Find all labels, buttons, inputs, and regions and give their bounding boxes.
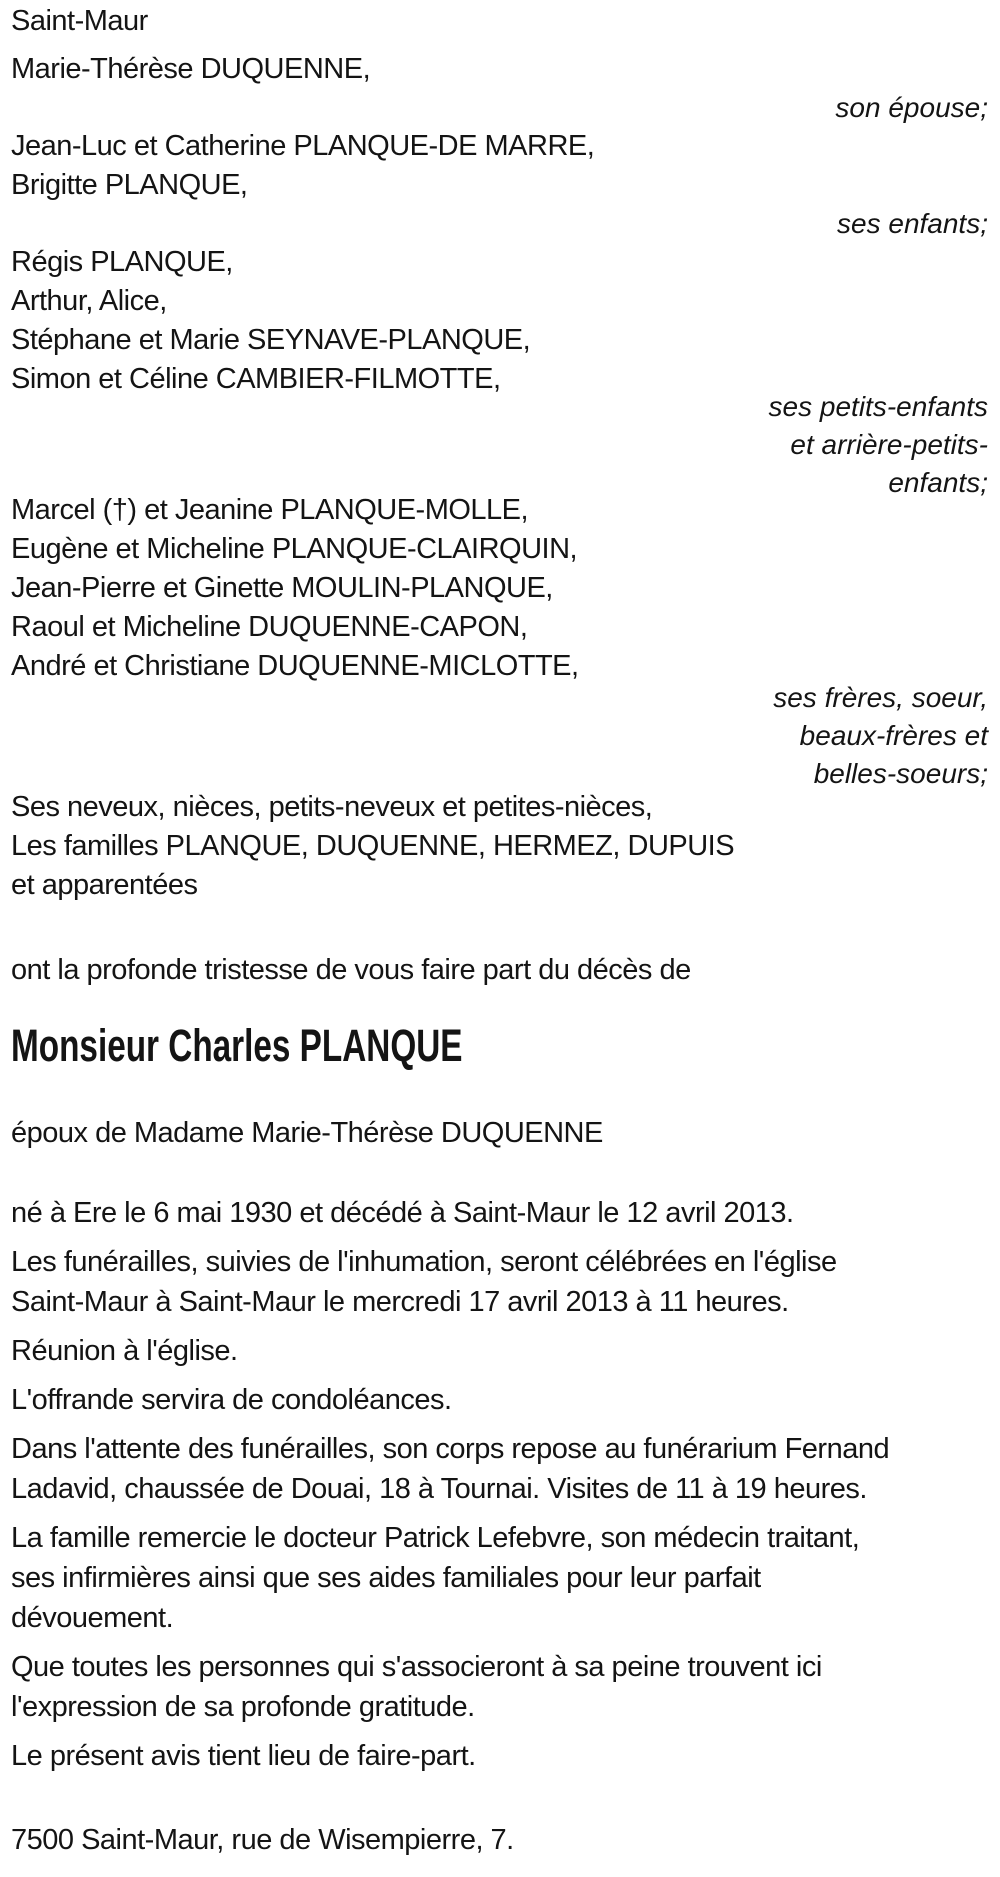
family-names-spouse: [11, 50, 988, 89]
paragraph-line: dévouement.: [11, 1602, 174, 1634]
family-group-extended: [11, 788, 988, 905]
paragraph-line: ses infirmières ainsi que ses aides familiales pour leur parfait: [11, 1562, 761, 1594]
family-name-line: Ses neveux, nièces, petits-neveux et petites-nièces,: [11, 791, 653, 823]
relation-line: son épouse;: [835, 92, 988, 123]
paragraph-funerarium: [11, 1429, 988, 1509]
family-name-line: Marcel (†) et Jeanine PLANQUE-MOLLE,: [11, 494, 529, 526]
paragraph-line: Dans l'attente des funérailles, son corps repose au funérarium Fernand: [11, 1433, 890, 1465]
family-name-line: Régis PLANQUE,: [11, 246, 233, 278]
family-names-grandchildren: [11, 243, 988, 399]
paragraph-meeting: [11, 1331, 988, 1371]
family-name-line: Jean-Luc et Catherine PLANQUE-DE MARRE,: [11, 130, 595, 162]
relation-label-siblings: [11, 679, 988, 793]
family-names-children: [11, 127, 988, 205]
family-name-line: André et Christiane DUQUENNE-MICLOTTE,: [11, 650, 579, 682]
paragraph-thanks: [11, 1518, 988, 1638]
paragraph-line: L'offrande servira de condoléances.: [11, 1384, 452, 1416]
family-name-line: Eugène et Micheline PLANQUE-CLAIRQUIN,: [11, 533, 578, 565]
family-name-line: Simon et Céline CAMBIER-FILMOTTE,: [11, 363, 501, 395]
relation-label-grandchildren: [11, 388, 988, 502]
paragraph-line: Les funérailles, suivies de l'inhumation, seront célébrées en l'église: [11, 1246, 837, 1278]
family-name-line: Les familles PLANQUE, DUQUENNE, HERMEZ, DUPUIS: [11, 830, 735, 862]
paragraph-birth-death: [11, 1193, 988, 1233]
paragraph-line: Réunion à l'église.: [11, 1335, 238, 1367]
paragraph-line: La famille remercie le docteur Patrick Lefebvre, son médecin traitant,: [11, 1522, 860, 1554]
family-group-spouse: [11, 50, 988, 127]
address-line: 7500 Saint-Maur, rue de Wisempierre, 7.: [11, 1824, 514, 1856]
paragraph-offering: [11, 1380, 988, 1420]
paragraph-line: Ladavid, chaussée de Douai, 18 à Tournai. Visites de 11 à 19 heures.: [11, 1473, 867, 1505]
paragraph-line: l'expression de sa profonde gratitude.: [11, 1691, 475, 1723]
family-names-extended: [11, 788, 988, 905]
relation-line: ses enfants;: [837, 208, 988, 239]
relation-line: ses frères, soeur,: [773, 682, 988, 713]
relation-label-spouse: [11, 89, 988, 127]
deceased-name-heading: Monsieur Charles PLANQUE: [11, 1020, 463, 1071]
paragraph-line: Saint-Maur à Saint-Maur le mercredi 17 avril 2013 à 11 heures.: [11, 1286, 789, 1318]
family-name-line: Raoul et Micheline DUQUENNE-CAPON,: [11, 611, 528, 643]
paragraph-line: né à Ere le 6 mai 1930 et décédé à Saint-Maur le 12 avril 2013.: [11, 1197, 794, 1229]
relation-line: belles-soeurs;: [813, 758, 988, 789]
announcement-line: ont la profonde tristesse de vous faire part du décès de: [11, 954, 691, 986]
family-name-line: Jean-Pierre et Ginette MOULIN-PLANQUE,: [11, 572, 553, 604]
paragraph-gratitude: [11, 1647, 988, 1727]
paragraph-notice: [11, 1736, 988, 1776]
relation-label-children: [11, 205, 988, 243]
family-name-line: Brigitte PLANQUE,: [11, 169, 248, 201]
family-group-siblings: [11, 491, 988, 793]
paragraph-funeral: [11, 1242, 988, 1322]
family-group-grandchildren: [11, 243, 988, 502]
family-name-line: Stéphane et Marie SEYNAVE-PLANQUE,: [11, 324, 531, 356]
family-name-line: Arthur, Alice,: [11, 285, 167, 317]
relation-line: enfants;: [888, 467, 988, 498]
paragraph-line: Que toutes les personnes qui s'associeront à sa peine trouvent ici: [11, 1651, 822, 1683]
relation-line: et arrière-petits-: [790, 429, 988, 460]
spouse-of-line: époux de Madame Marie-Thérèse DUQUENNE: [11, 1117, 603, 1149]
family-names-siblings: [11, 491, 988, 686]
relation-line: beaux-frères et: [799, 720, 988, 751]
family-name-line: et apparentées: [11, 869, 198, 901]
family-name-line: Marie-Thérèse DUQUENNE,: [11, 53, 371, 85]
relation-line: ses petits-enfants: [768, 391, 988, 422]
place-line: Saint-Maur: [11, 5, 148, 37]
paragraph-line: Le présent avis tient lieu de faire-part.: [11, 1740, 476, 1772]
family-group-children: [11, 127, 988, 243]
